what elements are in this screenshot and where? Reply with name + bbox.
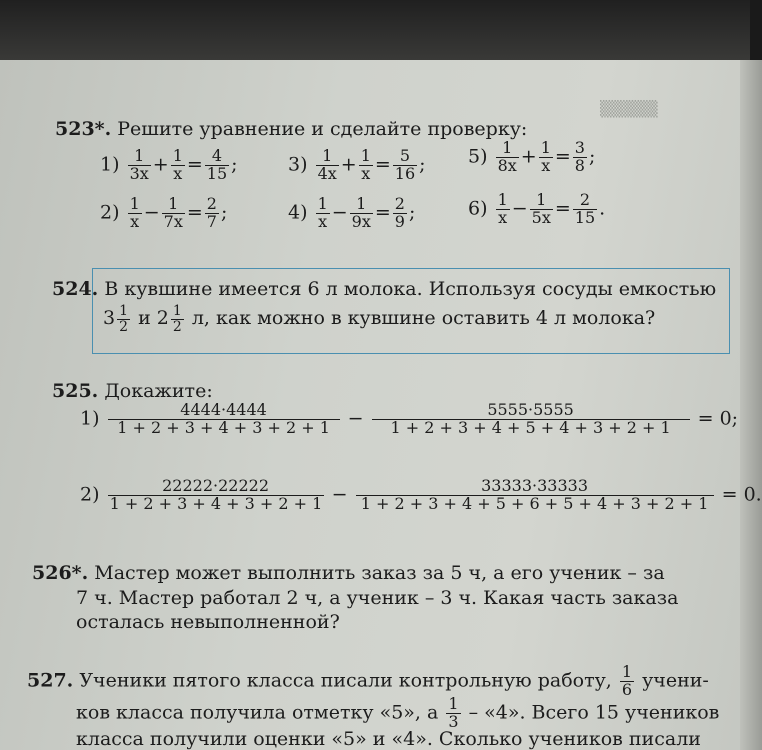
dark-background-top — [0, 0, 750, 62]
mixed-whole: 3 — [103, 307, 116, 330]
problem-526-line-1 — [32, 562, 665, 584]
punctuation: ; — [419, 153, 426, 176]
problem-524-line-1 — [52, 278, 716, 300]
fraction: $\frac{1}{5x}$ — [531, 190, 551, 227]
problem-527-line-2 — [76, 696, 719, 731]
fraction: $\frac{1}{8x}$ — [497, 138, 517, 175]
equation-5 — [468, 140, 595, 175]
item-label: 5) — [468, 145, 488, 168]
equation-2 — [100, 196, 227, 231]
fraction: $\frac{4}{15}$ — [206, 146, 228, 183]
problem-number: 526*. — [32, 562, 89, 584]
fraction-1: $\frac{22222\cdot 22222}{1 + 2 + 3 + 4 + 3 + 2 + 1}$ — [109, 476, 323, 513]
fraction: $\frac{1}{3}$ — [448, 694, 459, 731]
fraction: $\frac{1}{x}$ — [540, 138, 551, 175]
problem-text: учени- — [642, 669, 709, 692]
problem-text: В кувшине имеется 6 л молока. Используя сосуды емкостью — [104, 278, 717, 300]
problem-number: 527. — [27, 669, 74, 692]
equation-4 — [288, 196, 415, 231]
equals-sign: = — [554, 197, 571, 220]
fraction: $\frac{1}{x}$ — [172, 146, 183, 183]
operator: + — [152, 153, 169, 176]
fraction-1: $\frac{4444\cdot 4444}{1 + 2 + 3 + 4 + 3 + 2 + 1}$ — [108, 402, 340, 437]
equals-sign: = — [374, 153, 391, 176]
problem-text: Ученики пятого класса писали контрольную работу, — [79, 669, 612, 692]
problem-524-line-2 — [103, 304, 655, 334]
fraction: $\frac{1}{2}$ — [119, 303, 129, 335]
problem-527-line-1 — [27, 664, 709, 699]
fraction: $\frac{1}{x}$ — [129, 194, 140, 231]
conjunction: и — [138, 307, 151, 330]
operator: + — [340, 153, 357, 176]
page-edge — [740, 60, 762, 750]
punctuation: ; — [588, 145, 596, 168]
problem-text: ков класса получила отметку «5», а — [76, 701, 439, 724]
punctuation: ; — [408, 201, 416, 224]
equals-sign: = — [186, 201, 203, 224]
punctuation: ; — [231, 153, 238, 176]
equals-sign: = — [554, 145, 571, 168]
problem-text: л, как можно в кувшине оставить 4 л молока? — [191, 307, 656, 330]
item-label: 3) — [288, 153, 308, 176]
minus-sign: − — [347, 407, 364, 430]
minus-sign: − — [331, 483, 348, 506]
fraction: $\frac{1}{9x}$ — [351, 194, 371, 231]
fraction: $\frac{1}{x}$ — [317, 194, 328, 231]
problem-text: – «4». Всего 15 учеников — [468, 701, 720, 724]
fraction: $\frac{5}{16}$ — [394, 146, 416, 183]
problem-text: Мастер может выполнить заказ за 5 ч, а его ученик – за — [94, 562, 665, 584]
fraction-2: $\frac{5555\cdot 5555}{1 + 2 + 3 + 4 + 5 + 4 + 3 + 2 + 1}$ — [372, 402, 690, 437]
item-label: 1) — [80, 407, 100, 430]
fraction: $\frac{1}{6}$ — [621, 662, 633, 699]
problem-526-line-2: 7 ч. Мастер работал 2 ч, а ученик – 3 ч. Какая часть заказа — [76, 587, 679, 609]
problem-number: 525. — [52, 380, 99, 402]
equation-1 — [100, 148, 238, 183]
fraction: $\frac{1}{x}$ — [497, 190, 508, 227]
problem-number: 524. — [52, 278, 99, 300]
problem-527-line-3: класса получили оценки «5» и «4». Сколько учеников писали — [76, 728, 701, 750]
equals-sign: = — [186, 153, 203, 176]
result: = 0; — [697, 407, 739, 430]
operator: − — [143, 201, 160, 224]
item-label: 2) — [80, 483, 100, 506]
fraction: $\frac{1}{3x}$ — [129, 146, 149, 183]
item-label: 6) — [468, 197, 488, 220]
problem-text: Решите уравнение и сделайте проверку: — [117, 118, 528, 140]
equation-6 — [468, 192, 605, 227]
item-label: 2) — [100, 201, 120, 224]
fraction: $\frac{2}{7}$ — [206, 194, 217, 231]
fraction: $\frac{1}{x}$ — [360, 146, 371, 183]
fraction: $\frac{2}{9}$ — [394, 194, 405, 231]
fraction: $\frac{1}{4x}$ — [317, 146, 337, 183]
fraction: $\frac{1}{7x}$ — [163, 194, 183, 231]
problem-525-expression-1 — [80, 402, 738, 437]
problem-text: Докажите: — [104, 380, 213, 402]
equals-sign: = — [374, 201, 391, 224]
mixed-whole: 2 — [156, 307, 169, 330]
item-label: 4) — [288, 201, 308, 224]
equation-3 — [288, 148, 426, 183]
operator: − — [331, 201, 348, 224]
punctuation: ; — [220, 201, 228, 224]
operator: + — [520, 145, 537, 168]
punctuation: . — [599, 197, 606, 220]
fraction: $\frac{2}{15}$ — [574, 190, 596, 227]
fraction-2: $\frac{33333\cdot 33333}{1 + 2 + 3 + 4 + 5 + 6 + 5 + 4 + 3 + 2 + 1}$ — [356, 478, 714, 513]
fraction: $\frac{1}{2}$ — [172, 303, 182, 335]
operator: − — [511, 197, 528, 220]
problem-number: 523*. — [55, 118, 112, 140]
problem-526-line-3: осталась невыполненной? — [76, 611, 340, 633]
result: = 0. — [721, 483, 762, 506]
item-label: 1) — [100, 153, 120, 176]
problem-525-expression-2 — [80, 478, 762, 513]
fraction: $\frac{3}{8}$ — [574, 138, 585, 175]
problem-523-header — [55, 118, 527, 140]
bleed-through-mark: ▒▒▒▒▒ — [600, 100, 658, 118]
problem-525-header — [52, 380, 213, 402]
